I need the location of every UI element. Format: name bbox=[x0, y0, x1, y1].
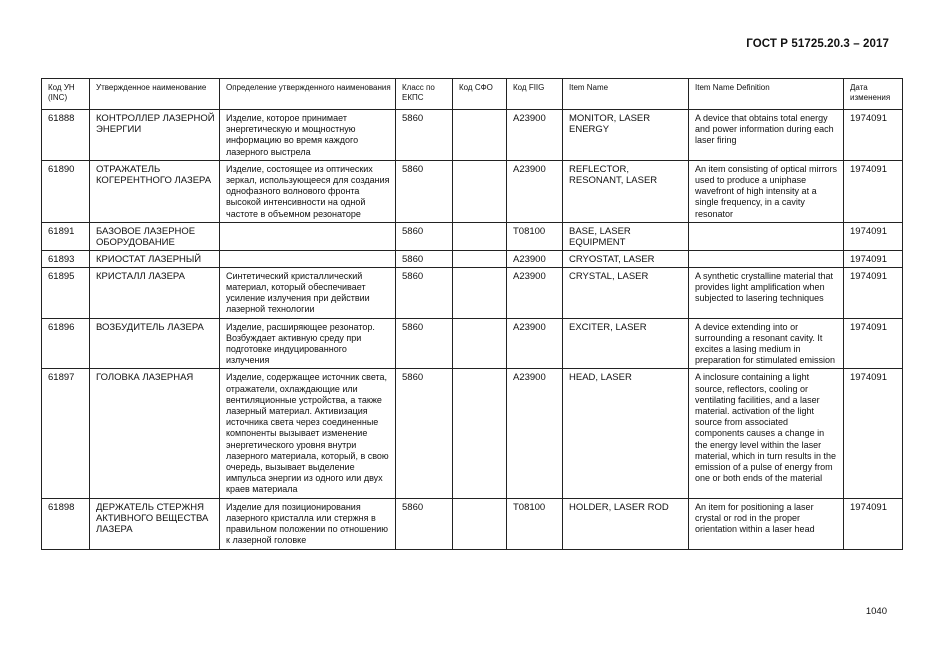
cell-fiig-code: A23900 bbox=[507, 318, 563, 369]
cell-sfo-code bbox=[453, 160, 507, 222]
cell-fiig-code: A23900 bbox=[507, 250, 563, 267]
cell-change-date: 1974091 bbox=[844, 250, 903, 267]
cell-ekps-class: 5860 bbox=[396, 250, 453, 267]
cell-inc: 61897 bbox=[42, 369, 90, 498]
table-row bbox=[42, 250, 903, 267]
cell-ekps-class: 5860 bbox=[396, 160, 453, 222]
cell-inc: 61891 bbox=[42, 222, 90, 250]
cell-item-definition: A device extending into or surrounding a resonant cavity. It excites a lasing medium in preparation for stimulated emission bbox=[689, 318, 844, 369]
table-row bbox=[42, 369, 903, 498]
cell-change-date: 1974091 bbox=[844, 498, 903, 549]
cell-approved-name: ДЕРЖАТЕЛЬ СТЕРЖНЯ АКТИВНОГО ВЕЩЕСТВА ЛАЗЕРА bbox=[90, 498, 220, 549]
column-header-ekps-class: Класс по ЕКПС bbox=[396, 79, 453, 110]
cell-item-name: BASE, LASER EQUIPMENT bbox=[563, 222, 689, 250]
cell-change-date: 1974091 bbox=[844, 318, 903, 369]
cell-item-definition: A synthetic crystalline material that provides light amplification when subjected to lasering techniques bbox=[689, 267, 844, 318]
cell-definition: Синтетический кристаллический материал, который обеспечивает усиление излучения при действии лазерной технологии bbox=[220, 267, 396, 318]
cell-approved-name: КРИОСТАТ ЛАЗЕРНЫЙ bbox=[90, 250, 220, 267]
cell-item-definition: An item consisting of optical mirrors used to produce a uniphase wavefront of high intensity at a single frequency, in a cavity resonator bbox=[689, 160, 844, 222]
table-header-row bbox=[42, 79, 903, 110]
cell-definition bbox=[220, 250, 396, 267]
cell-item-definition: A inclosure containing a light source, reflectors, cooling or ventilating facilities, and a laser material. activation of the light source from associated components causes a change in the energy level within the laser material, which in turn results in the emission of a pulse of energy from one or both ends of the material bbox=[689, 369, 844, 498]
cell-inc: 61893 bbox=[42, 250, 90, 267]
column-header-definition: Определение утвержденного наименования bbox=[220, 79, 396, 110]
cell-item-definition bbox=[689, 222, 844, 250]
cell-change-date: 1974091 bbox=[844, 267, 903, 318]
cell-approved-name: ВОЗБУДИТЕЛЬ ЛАЗЕРА bbox=[90, 318, 220, 369]
column-header-item-name: Item Name bbox=[563, 79, 689, 110]
cell-fiig-code: A23900 bbox=[507, 110, 563, 161]
table-row bbox=[42, 222, 903, 250]
page-number: 1040 bbox=[865, 606, 887, 617]
cell-fiig-code: A23900 bbox=[507, 160, 563, 222]
column-header-change-date: Дата изменения bbox=[844, 79, 903, 110]
cell-ekps-class: 5860 bbox=[396, 110, 453, 161]
cell-sfo-code bbox=[453, 318, 507, 369]
cell-definition: Изделие для позиционирования лазерного кристалла или стержня в правильном положении по отношению к лазерной головке bbox=[220, 498, 396, 549]
cell-item-name: HEAD, LASER bbox=[563, 369, 689, 498]
cell-inc: 61895 bbox=[42, 267, 90, 318]
cell-sfo-code bbox=[453, 498, 507, 549]
table-body bbox=[42, 110, 903, 550]
column-header-approved-name: Утвержденное наименование bbox=[90, 79, 220, 110]
cell-ekps-class: 5860 bbox=[396, 222, 453, 250]
cell-change-date: 1974091 bbox=[844, 110, 903, 161]
cell-ekps-class: 5860 bbox=[396, 369, 453, 498]
cell-approved-name: ГОЛОВКА ЛАЗЕРНАЯ bbox=[90, 369, 220, 498]
cell-sfo-code bbox=[453, 110, 507, 161]
cell-inc: 61888 bbox=[42, 110, 90, 161]
cell-inc: 61890 bbox=[42, 160, 90, 222]
cell-sfo-code bbox=[453, 250, 507, 267]
cell-item-definition bbox=[689, 250, 844, 267]
cell-approved-name: ОТРАЖАТЕЛЬ КОГЕРЕНТНОГО ЛАЗЕРА bbox=[90, 160, 220, 222]
cell-change-date: 1974091 bbox=[844, 369, 903, 498]
cell-inc: 61898 bbox=[42, 498, 90, 549]
cell-definition: Изделие, которое принимает энергетическую и мощностную информацию во время каждого лазерного выстрела bbox=[220, 110, 396, 161]
cell-fiig-code: A23900 bbox=[507, 369, 563, 498]
column-header-item-definition: Item Name Definition bbox=[689, 79, 844, 110]
cell-definition: Изделие, содержащее источник света, отражатели, охлаждающие или вентиляционные устройства, а также лазерный материал. Активизация источника света через соединенные компоненты вызывает изменение энергетического уровня внутри лазерного материала, который, в свою очередь, вызывает выделение импульса энергии из одного или двух краев материала bbox=[220, 369, 396, 498]
column-header-sfo-code: Код СФО bbox=[453, 79, 507, 110]
cell-item-name: CRYOSTAT, LASER bbox=[563, 250, 689, 267]
cell-definition: Изделие, расширяющее резонатор. Возбуждает активную среду при подготовке индуцированного излучения bbox=[220, 318, 396, 369]
cell-item-name: MONITOR, LASER ENERGY bbox=[563, 110, 689, 161]
cell-approved-name: БАЗОВОЕ ЛАЗЕРНОЕ ОБОРУДОВАНИЕ bbox=[90, 222, 220, 250]
cell-change-date: 1974091 bbox=[844, 222, 903, 250]
column-header-fiig-code: Код FIIG bbox=[507, 79, 563, 110]
cell-definition: Изделие, состоящее из оптических зеркал, использующееся для создания однофазного волнового фронта высокой интенсивности на одной частоте в объемном резонаторе bbox=[220, 160, 396, 222]
table-row bbox=[42, 110, 903, 161]
document-title: ГОСТ Р 51725.20.3 – 2017 bbox=[746, 38, 889, 50]
cell-fiig-code: A23900 bbox=[507, 267, 563, 318]
cell-item-name: REFLECTOR, RESONANT, LASER bbox=[563, 160, 689, 222]
cell-sfo-code bbox=[453, 222, 507, 250]
cell-ekps-class: 5860 bbox=[396, 267, 453, 318]
cell-change-date: 1974091 bbox=[844, 160, 903, 222]
cell-fiig-code: T08100 bbox=[507, 498, 563, 549]
cell-ekps-class: 5860 bbox=[396, 498, 453, 549]
cell-approved-name: КОНТРОЛЛЕР ЛАЗЕРНОЙ ЭНЕРГИИ bbox=[90, 110, 220, 161]
cell-inc: 61896 bbox=[42, 318, 90, 369]
cell-item-name: CRYSTAL, LASER bbox=[563, 267, 689, 318]
cell-ekps-class: 5860 bbox=[396, 318, 453, 369]
cell-definition bbox=[220, 222, 396, 250]
cell-fiig-code: T08100 bbox=[507, 222, 563, 250]
table-row bbox=[42, 267, 903, 318]
nomenclature-table bbox=[41, 78, 903, 550]
table-row bbox=[42, 498, 903, 549]
cell-item-name: HOLDER, LASER ROD bbox=[563, 498, 689, 549]
column-header-inc: Код УН (INC) bbox=[42, 79, 90, 110]
cell-sfo-code bbox=[453, 267, 507, 318]
cell-approved-name: КРИСТАЛЛ ЛАЗЕРА bbox=[90, 267, 220, 318]
cell-sfo-code bbox=[453, 369, 507, 498]
table-row bbox=[42, 160, 903, 222]
table-row bbox=[42, 318, 903, 369]
cell-item-definition: An item for positioning a laser crystal or rod in the proper orientation within a laser head bbox=[689, 498, 844, 549]
cell-item-definition: A device that obtains total energy and power information during each laser firing bbox=[689, 110, 844, 161]
cell-item-name: EXCITER, LASER bbox=[563, 318, 689, 369]
